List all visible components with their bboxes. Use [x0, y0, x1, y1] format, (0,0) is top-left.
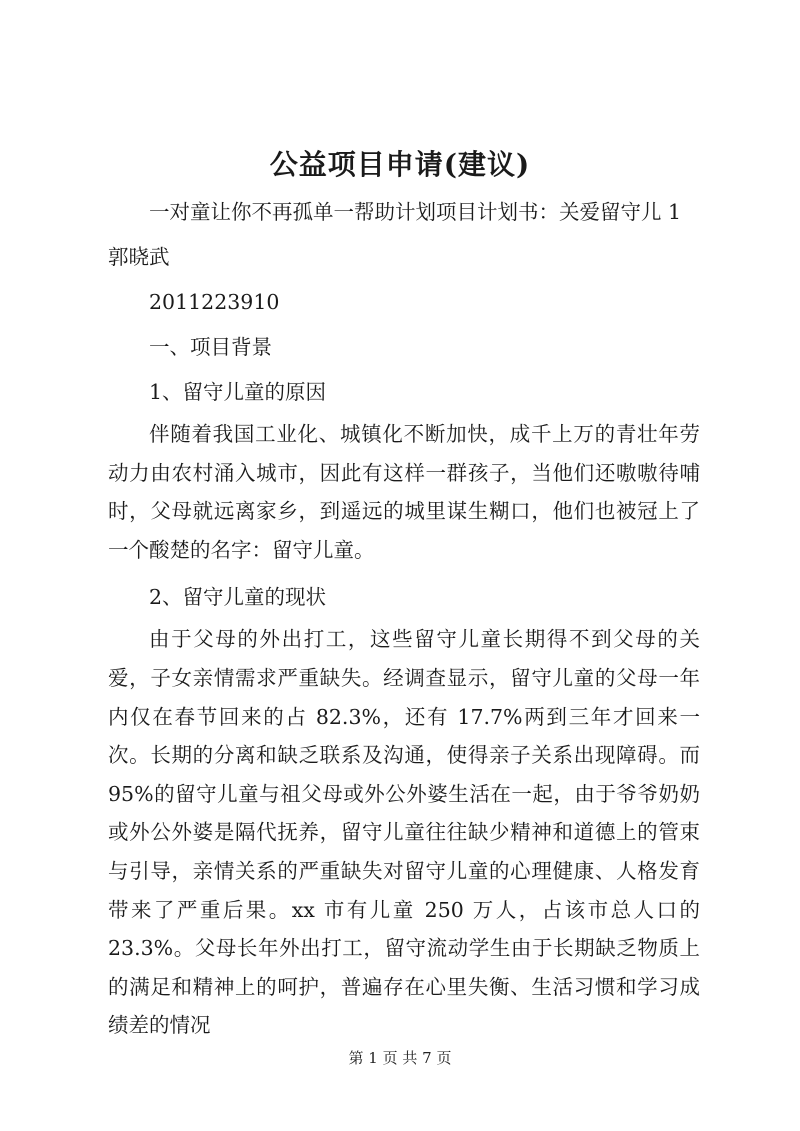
page-number: 第 1 页 共 7 页 — [348, 1049, 452, 1067]
document-body — [108, 190, 700, 1045]
paragraph-causes: 伴随着我国工业化、城镇化不断加快，成千上万的青壮年劳动力由农村涌入城市，因此有这样一群孩子，当他们还嗷嗷待哺时，父母就远离家乡，到遥远的城里谋生糊口，他们也被冠上了一个酸楚的名字：留守儿童。 — [108, 422, 700, 562]
subheading-causes: 1、留守儿童的原因 — [149, 380, 327, 404]
section-heading-background: 一、项目背景 — [149, 335, 272, 359]
document-title: 公益项目申请(建议) — [269, 148, 531, 181]
subheading-status: 2、留守儿童的现状 — [149, 585, 327, 610]
paragraph-status: 由于父母的外出打工，这些留守儿童长期得不到父母的关爱，子女亲情需求严重缺失。经调查显示，留守儿童的父母一年内仅在春节回来的占 82.3%，还有 17.7%两到三年才回来一次。长期的分离和缺乏联系及沟通，使得亲子关系出现障碍。而 95%的留守儿童与祖父母或外公外婆生活在一起，由于爷爷奶奶或外公外婆是隔代抚养，留守儿童往往缺少精神和道德上的管束与引导，亲情关系的严重缺失对留守儿童的心理健康、人格发育带来了严重后果。xx 市有儿童 250 万人，占该市总人口的 23.3%。父母长年外出打工，留守流动学生由于长期缺乏物质上的满足和精神上的呵护，普遍存在心里失衡、生活习惯和学习成绩差的情况 — [108, 627, 700, 1038]
author-name: 郭晓武 — [108, 245, 170, 269]
document-subtitle: 一对童让你不再孤单一帮助计划项目计划书：关爱留守儿 1 — [149, 200, 682, 224]
student-id: 2011223910 — [149, 290, 280, 314]
